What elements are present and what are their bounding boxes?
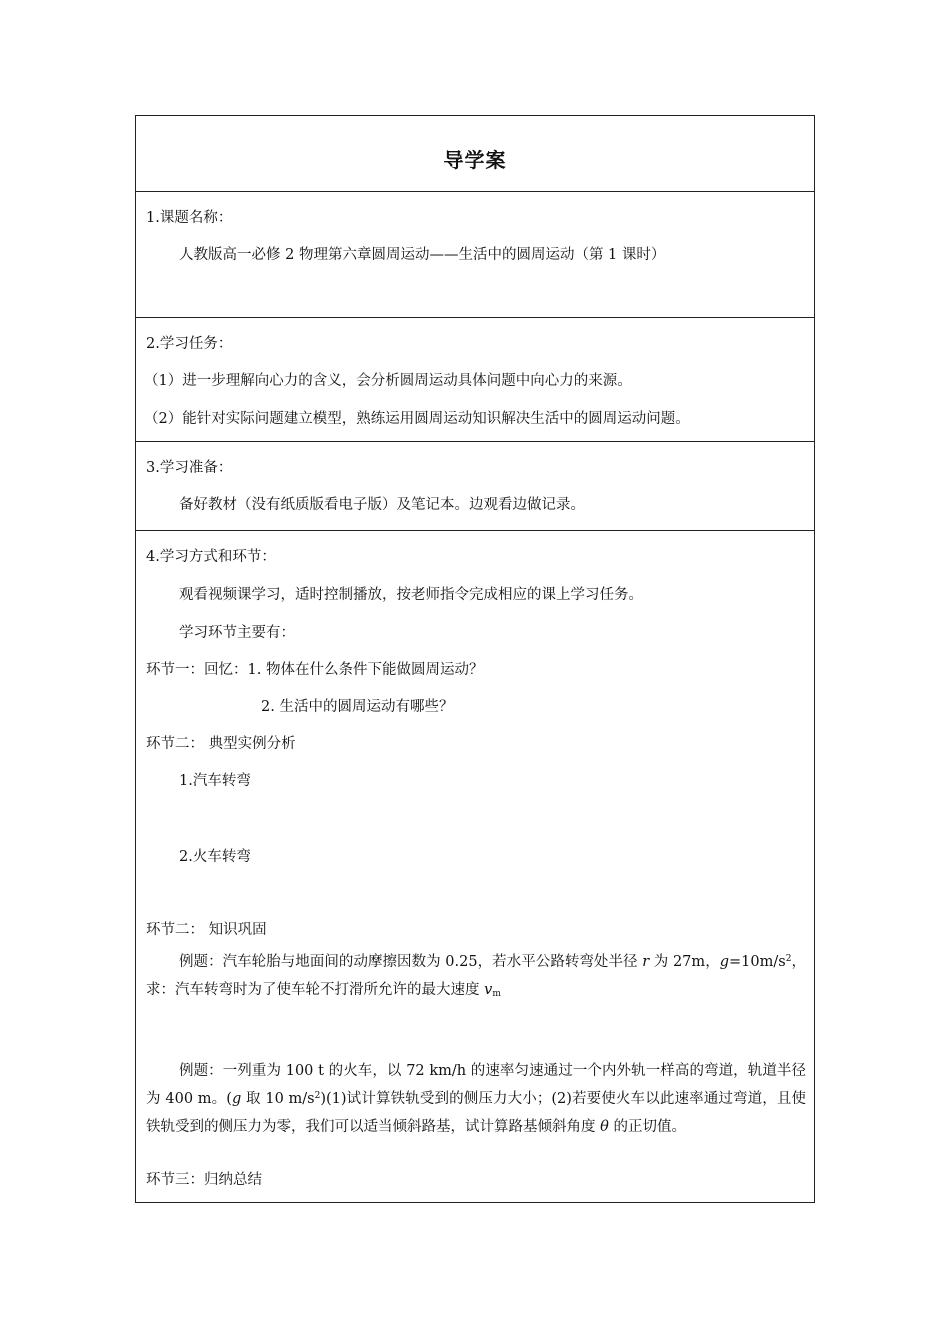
- method-paragraph-2: 学习环节主要有：: [179, 625, 295, 641]
- preparation-text: 备好教材（没有纸质版看电子版）及笔记本。边观看边做记录。: [179, 497, 585, 513]
- preparation-heading: 3.学习准备：: [146, 460, 233, 476]
- method-paragraph-1: 观看视频课学习，适时控制播放，按老师指令完成相应的课上学习任务。: [179, 587, 643, 603]
- task-item-2: （2）能针对实际问题建立模型，熟练运用圆周运动知识解决生活中的圆周运动问题。: [144, 411, 690, 427]
- step-3-heading: 环节二： 知识巩固: [146, 922, 267, 938]
- section-preparation: [136, 442, 814, 531]
- step-2-heading: 环节二： 典型实例分析: [146, 736, 296, 752]
- step-4-heading: 环节三：归纳总结: [146, 1172, 262, 1188]
- section-tasks: [136, 318, 814, 442]
- title-row: [136, 116, 814, 192]
- step-1-question-2: 2. 生活中的圆周运动有哪些？: [261, 699, 454, 715]
- document-title: 导学案: [443, 148, 507, 172]
- step-1-question-1: 环节一：回忆：1. 物体在什么条件下能做圆周运动？: [146, 662, 484, 678]
- section-method: [136, 531, 814, 1204]
- tasks-heading: 2.学习任务：: [146, 336, 233, 352]
- example-1: 例题：汽车轮胎与地面间的动摩擦因数为 0.25，若水平公路转弯处半径 r 为 27m，$g=10m/s^2$，求：汽车转弯时为了使车轮不打滑所允许的最大速度 $v_m$: [146, 954, 806, 999]
- topic-heading: 1.课题名称：: [146, 210, 233, 226]
- method-heading: 4.学习方式和环节：: [146, 549, 276, 565]
- example-2: 例题：一列重为 100 t 的火车，以 72 km/h 的速率匀速通过一个内外轨一样高的弯道，轨道半径为 400 m。(g 取 10 $m/s^2)(1)$试计算铁轨受到的侧压力大小；(2)若要使火车以此速率通过弯道，且使铁轨受到的侧压力为零，我们可以适当倾斜路基，试计算路基倾斜角度 θ 的正切值。: [146, 1063, 806, 1135]
- step-2-item-car: 1.汽车转弯: [179, 773, 251, 789]
- section-topic: [136, 192, 814, 318]
- lesson-plan-table: [135, 115, 815, 1203]
- step-2-item-train: 2.火车转弯: [179, 849, 251, 865]
- topic-text: 人教版高一必修 2 物理第六章圆周运动——生活中的圆周运动（第 1 课时）: [179, 247, 666, 263]
- task-item-1: （1）进一步理解向心力的含义，会分析圆周运动具体问题中向心力的来源。: [144, 373, 632, 389]
